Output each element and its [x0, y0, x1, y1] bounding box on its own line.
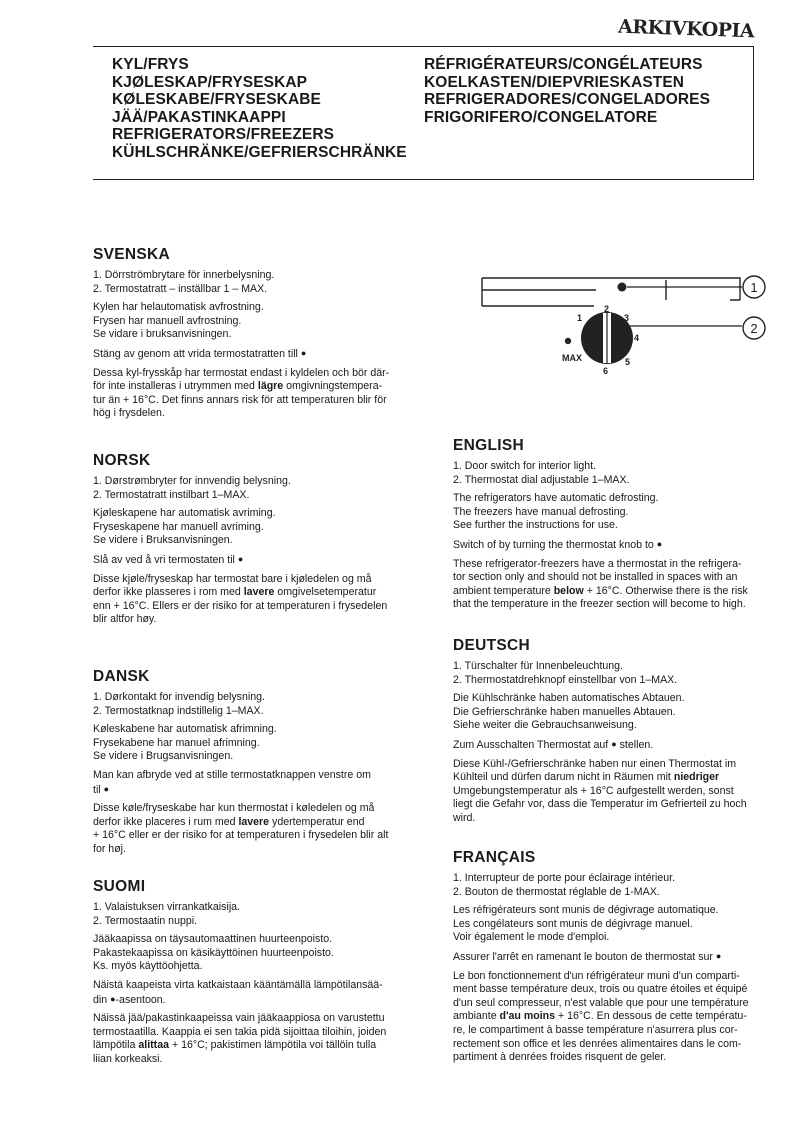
note-line: Disse kjøle/fryseskap har termostat bare i kjøledelen og må: [93, 572, 372, 585]
defrost-line: Frysekabene har manuel afrimning.: [93, 736, 260, 749]
note-line: derfor ikke placeres i rum med lavere ydertemperatur end: [93, 815, 365, 828]
list-item: 1. Dørstrømbryter for innvendig belysning.: [93, 475, 291, 487]
title-english: REFRIGERATORS/FREEZERS: [112, 126, 335, 143]
fridge-panel-lines: [482, 278, 596, 306]
defrost-line: Fryseskapene har manuell avriming.: [93, 520, 264, 533]
section-deutsch: [453, 637, 783, 831]
note-line: hög i frysdelen.: [93, 407, 165, 420]
title-danish: KØLESKABE/FRYSESKABE: [112, 91, 321, 108]
section-norsk: [93, 452, 423, 632]
defrost-line: Voir également le mode d'emploi.: [453, 931, 610, 944]
door-switch-icon: [618, 283, 627, 292]
dial-label-1: 1: [577, 313, 583, 323]
note-line: blir altfor høy.: [93, 613, 157, 626]
defrost-line: Pakastekaapissa on käsikäyttöinen huurteenpoisto.: [93, 946, 334, 959]
section-dansk: [93, 668, 423, 862]
dial-label-max: MAX: [562, 353, 582, 363]
section-title: DEUTSCH: [453, 637, 531, 654]
section-english: [453, 437, 783, 617]
fridge-outline: [482, 278, 740, 300]
title-list-right: [424, 56, 710, 126]
note-line: för inte installeras i utrymmen med lägre omgivningstempera-: [93, 380, 383, 393]
list-item: 1. Door switch for interior light.: [453, 460, 597, 472]
list-item: 2. Termostatratt instilbart 1–MAX.: [93, 488, 250, 501]
switch-off-text: [453, 950, 783, 965]
switch-off-text: Näistä kaapeista virta katkaistaan kääntämällä lämpötilansää-: [93, 978, 383, 991]
switch-off-text: [93, 347, 423, 362]
switch-off-label: Slå av ved å vri termostaten til: [93, 553, 235, 566]
switch-off-text: [93, 553, 423, 568]
off-symbol-icon: ●: [237, 553, 244, 564]
list-item: 2. Thermostat dial adjustable 1–MAX.: [453, 473, 630, 486]
note-line: Umgebungstemperatur als + 16°C aufgestellt werden, sonst: [453, 784, 734, 797]
defrost-line: Siehe weiter die Gebrauchsanweisung.: [453, 719, 637, 732]
note-line: rectement son office et les denrées alimentaires dans le com-: [453, 1037, 742, 1050]
note-line: lämpötila alittaa + 16°C; pakistimen lämpötila voi tällöin tulla: [93, 1039, 377, 1052]
defrost-line: Die Gefrierschränke haben manuelles Abtauen.: [453, 705, 676, 718]
list-item: 1. Dörrströmbrytare för innerbelysning.: [93, 269, 275, 281]
dial-label-3: 3: [624, 313, 630, 323]
callout-label-1: 1: [750, 280, 758, 295]
dial-label-4: 4: [634, 333, 640, 343]
off-symbol-icon: ●: [300, 347, 307, 358]
note-line: tor section only and should not be installed in spaces with an: [453, 571, 738, 584]
title-french: RÉFRIGÉRATEURS/CONGÉLATEURS: [424, 56, 703, 73]
note-line: partiment à denrées froides risquent de geler.: [453, 1051, 667, 1064]
defrost-line: Les réfrigérateurs sont munis de dégivrage automatique.: [453, 904, 719, 917]
title-finnish: JÄÄ/PAKASTINKAAPPI: [112, 108, 286, 126]
note-line: liegt die Gefahr vor, dass die Temperatur im Gefrierteil zu hoch: [453, 798, 747, 811]
note-line: Kühlteil und dürfen darum nicht in Räumen mit niedriger: [453, 771, 720, 784]
section-title: SUOMI: [93, 878, 146, 895]
title-dutch: KOELKASTEN/DIEPVRIESKASTEN: [424, 73, 685, 91]
defrost-line: Kjøleskapene har automatisk avriming.: [93, 507, 276, 520]
defrost-line: Kylen har helautomatisk avfrostning.: [93, 301, 264, 314]
list-item: 1. Valaistuksen virrankatkaisija.: [93, 901, 241, 913]
section-title: NORSK: [93, 452, 151, 469]
note-line: enn + 16°C. Ellers er der risiko for at temperaturen i frysedelen: [93, 599, 388, 612]
note-line: re, le compartiment à basse température n'asurrera plus cor-: [453, 1023, 738, 1036]
note-line: Diese Kühl-/Gefrierschränke haben nur einen Thermostat im: [453, 757, 737, 770]
note-line: Disse køle/fryseskabe har kun thermostat i køledelen og må: [93, 802, 375, 815]
list-item: 1. Dørkontakt for invendig belysning.: [93, 691, 265, 703]
switch-off-text: Zum Ausschalten Thermostat auf ● stellen.: [453, 738, 654, 751]
defrost-line: Frysen har manuell avfrostning.: [93, 314, 242, 327]
switch-off-text: Man kan afbryde ved at stille termostatknappen venstre om: [93, 768, 371, 781]
section-title: FRANÇAIS: [453, 849, 536, 866]
defrost-line: Se videre i Brugsanvisningen.: [93, 750, 234, 763]
defrost-line: Ks. myös käyttöohjetta.: [93, 960, 203, 973]
note-line: ambient temperature below + 16°C. Otherwise there is the risk: [453, 584, 748, 597]
defrost-line: See further the instructions for use.: [453, 519, 618, 532]
note-line: that the temperature in the freezer section will become to high.: [453, 598, 746, 611]
fridge-inner-lines: [666, 280, 740, 300]
note-line: ambiante d'au moins + 16°C. En dessous de cette températu-: [453, 1010, 747, 1023]
note-line: termostaatilla. Kaappia ei sen takia pidä sijoittaa tiloihin, joiden: [93, 1025, 387, 1038]
off-symbol-icon: ●: [611, 738, 617, 749]
off-symbol-icon: ●: [103, 783, 110, 794]
off-position-icon: [565, 338, 571, 344]
dial-label-2: 2: [604, 304, 610, 314]
off-symbol-icon: ●: [656, 538, 663, 549]
defrost-line: The refrigerators have automatic defrosting.: [453, 492, 659, 505]
note-line: Näissä jää/pakastinkaapeissa vain jääkaappiosa on varustettu: [93, 1012, 385, 1025]
title-norwegian: KJØLESKAP/FRYSESKAP: [112, 73, 308, 91]
defrost-line: Se vidare i bruksanvisningen.: [93, 328, 232, 341]
section-title: ENGLISH: [453, 437, 524, 454]
defrost-line: Køleskabene har automatisk afrimning.: [93, 723, 277, 736]
note-line: tur än + 16°C. Det finns annars risk för att temperaturen blir för: [93, 393, 387, 406]
note-line: + 16°C eller er der risiko for at temperaturen i frysedelen blir alt: [93, 829, 389, 842]
note-line: These refrigerator-freezers have a thermostat in the refrigera-: [453, 557, 742, 570]
title-swedish: KYL/FRYS: [112, 56, 189, 73]
defrost-line: Les congélateurs sont munis de dégivrage manuel.: [453, 917, 693, 930]
note-line: wird.: [453, 811, 476, 824]
off-symbol-icon: ●: [715, 950, 722, 961]
defrost-line: Die Kühlschränke haben automatisches Abtauen.: [453, 692, 685, 705]
note-line: for høj.: [93, 842, 126, 855]
list-item: 2. Termostatknap indstillelig 1–MAX.: [93, 704, 264, 717]
thermostat-diagram: [476, 268, 776, 383]
list-item: 1. Türschalter für Innenbeleuchtung.: [453, 660, 624, 672]
dial-label-5: 5: [625, 357, 631, 367]
section-suomi: [93, 878, 423, 1072]
defrost-line: Jääkaapissa on täysautomaattinen huurteenpoisto.: [93, 933, 333, 946]
switch-off-label: Stäng av genom att vrida termostatratten till: [93, 347, 298, 360]
title-spanish: REFRIGERADORES/CONGELADORES: [424, 91, 711, 108]
section-title: SVENSKA: [93, 246, 171, 263]
defrost-line: The freezers have manual defrosting.: [453, 505, 629, 518]
switch-off-text: [453, 538, 783, 553]
title-italian: FRIGORIFERO/CONGELATORE: [424, 108, 658, 126]
list-item: 2. Bouton de thermostat réglable de 1-MAX.: [453, 885, 660, 898]
switch-off-text: din ●-asentoon.: [93, 993, 166, 1006]
note-line: liian korkeaksi.: [93, 1052, 163, 1065]
off-symbol-icon: ●: [110, 993, 116, 1004]
note-line: Le bon fonctionnement d'un réfrigérateur muni d'un comparti-: [453, 969, 740, 982]
dial-label-6: 6: [603, 366, 609, 376]
note-line: ment basse température deux, trois ou quatre étoiles et équipé: [453, 983, 748, 996]
switch-off-label: Assurer l'arrêt en ramenant le bouton de thermostat sur: [453, 950, 713, 963]
section-francais: [453, 849, 783, 1070]
callout-label-2: 2: [750, 321, 758, 336]
defrost-line: Se videre i Bruksanvisningen.: [93, 534, 233, 547]
section-title: DANSK: [93, 668, 150, 685]
list-item: 2. Termostatratt – inställbar 1 – MAX.: [93, 282, 268, 295]
title-german: KÜHLSCHRÄNKE/GEFRIERSCHRÄNKE: [112, 143, 407, 161]
list-item: 2. Termostaatin nuppi.: [93, 914, 198, 927]
section-svenska: [93, 246, 423, 426]
switch-off-label: Switch of by turning the thermostat knob to: [453, 538, 654, 551]
note-line: d'un seul compresseur, n'est valable que pour une température: [453, 996, 749, 1009]
archive-stamp: ARKIVKOPIA: [617, 15, 755, 43]
title-list-left: [112, 56, 407, 161]
note-line: derfor ikke plasseres i rom med lavere omgivelsetemperatur: [93, 586, 377, 599]
list-item: 1. Interrupteur de porte pour éclairage intérieur.: [453, 872, 676, 884]
list-item: 2. Thermostatdrehknopf einstellbar von 1–MAX.: [453, 673, 678, 686]
switch-off-text: til ●: [93, 783, 110, 796]
note-line: Dessa kyl-frysskåp har termostat endast i kyldelen och bör där-: [93, 366, 390, 379]
